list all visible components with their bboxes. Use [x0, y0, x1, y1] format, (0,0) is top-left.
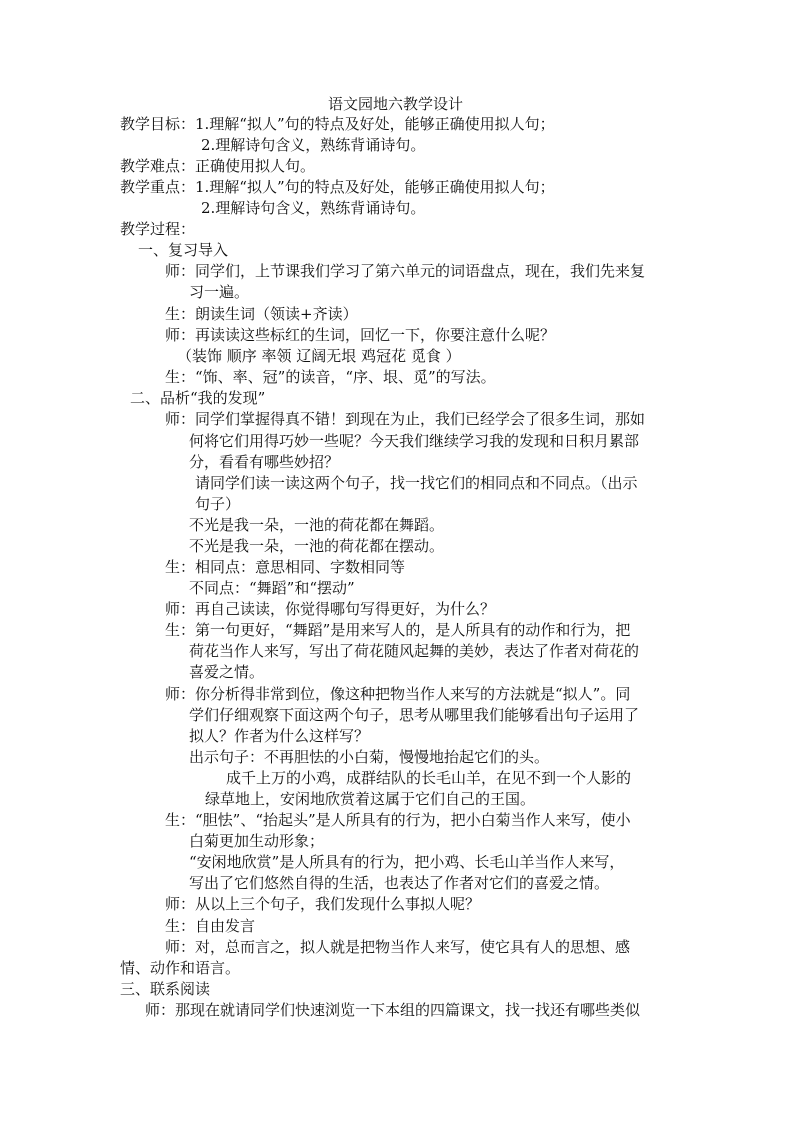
paragraph-line: 师：你分析得非常到位，像这种把物当作人来写的方法就是“拟人”。同 — [165, 685, 631, 703]
paragraph-line: 何将它们用得巧妙一些呢？今天我们继续学习我的发现和日积月累部 — [189, 432, 640, 450]
example-sentence: 不光是我一朵，一池的荷花都在摆动。 — [189, 537, 445, 555]
paragraph-line: 习一遍。 — [189, 283, 250, 301]
paragraph-line: 师：再读读这些标红的生词，回忆一下，你要注意什么呢？ — [165, 326, 556, 344]
teaching-process-heading: 教学过程： — [120, 220, 196, 238]
section-heading-reading: 三、联系阅读 — [120, 980, 211, 998]
paragraph-line: 生：“胆怯”、“抬起头”是人所具有的行为，把小白菊当作人来写，使小 — [165, 811, 631, 829]
paragraph-line: 生：自由发言 — [165, 917, 256, 935]
paragraph-line: 荷花当作人来写，写出了荷花随风起舞的美妙，表达了作者对荷花的 — [189, 642, 640, 660]
paragraph-line: 拟人？作者为什么这样写？ — [189, 727, 370, 745]
paragraph-line: 生：“饰、率、冠”的读音，“序、垠、觅”的写法。 — [165, 368, 496, 386]
teaching-focus-1: 教学重点：1.理解“拟人”句的特点及好处，能够正确使用拟人句； — [120, 178, 555, 196]
paragraph-line: 学们仔细观察下面这两个句子，思考从哪里我们能够看出句子运用了 — [189, 706, 640, 724]
paragraph-line: 写出了它们悠然自得的生活，也表达了作者对它们的喜爱之情。 — [189, 874, 610, 892]
example-sentence: 出示句子：不再胆怯的小白菊，慢慢地抬起它们的头。 — [189, 748, 550, 766]
paragraph-line: 师：再自己读读，你觉得哪句写得更好，为什么？ — [165, 600, 496, 618]
paragraph-line: 师：从以上三个句子，我们发现什么事拟人呢？ — [165, 895, 481, 913]
vocabulary-list: （装饰 顺序 率领 辽阔无垠 鸡冠花 觅食 ） — [177, 347, 461, 365]
teaching-difficulty: 教学难点：正确使用拟人句。 — [120, 157, 316, 175]
paragraph-line: 分，看看有哪些妙招？ — [189, 453, 340, 471]
document-title: 语文园地六教学设计 — [328, 95, 464, 113]
section-heading-review: 一、复习导入 — [138, 241, 229, 259]
paragraph-line: 师：同学们，上节课我们学习了第六单元的词语盘点，现在，我们先来复 — [165, 262, 646, 280]
section-heading-discovery: 二、品析“我的发现” — [130, 389, 266, 407]
paragraph-line: 白菊更加生动形象； — [189, 832, 325, 850]
paragraph-line: 情、动作和语言。 — [120, 959, 241, 977]
paragraph-line: 不同点：“舞蹈”和“摆动” — [189, 579, 355, 597]
teaching-focus-2: 2.理解诗句含义，熟练背诵诗句。 — [201, 199, 426, 217]
paragraph-line: 句子） — [195, 495, 241, 513]
teaching-goal-2: 2.理解诗句含义，熟练背诵诗句。 — [201, 136, 426, 154]
paragraph-line: 师：对，总而言之，拟人就是把物当作人来写，使它具有人的思想、感 — [165, 938, 631, 956]
paragraph-line: 师：那现在就请同学们快速浏览一下本组的四篇课文，找一找还有哪些类似 — [145, 1001, 641, 1019]
paragraph-line: 生：朗读生词（领读+齐读） — [165, 305, 358, 323]
example-sentence: 不光是我一朵，一池的荷花都在舞蹈。 — [189, 516, 445, 534]
teaching-goal-1: 教学目标：1.理解“拟人”句的特点及好处，能够正确使用拟人句； — [120, 115, 555, 133]
example-sentence: 绿草地上，安闲地欣赏着这属于它们自己的王国。 — [205, 790, 536, 808]
example-sentence: 成千上万的小鸡，成群结队的长毛山羊，在见不到一个人影的 — [226, 769, 632, 787]
paragraph-line: 师：同学们掌握得真不错！到现在为止，我们已经学会了很多生词，那如 — [165, 410, 646, 428]
paragraph-line: 生：第一句更好，“舞蹈”是用来写人的，是人所具有的动作和行为，把 — [165, 621, 631, 639]
paragraph-line: 喜爱之情。 — [189, 663, 265, 681]
paragraph-line: 生：相同点：意思相同、字数相同等 — [165, 558, 406, 576]
paragraph-line: “安闲地欣赏”是人所具有的行为，把小鸡、长毛山羊当作人来写， — [189, 853, 625, 871]
paragraph-line: 请同学们读一读这两个句子，找一找它们的相同点和不同点。（出示 — [195, 474, 638, 492]
